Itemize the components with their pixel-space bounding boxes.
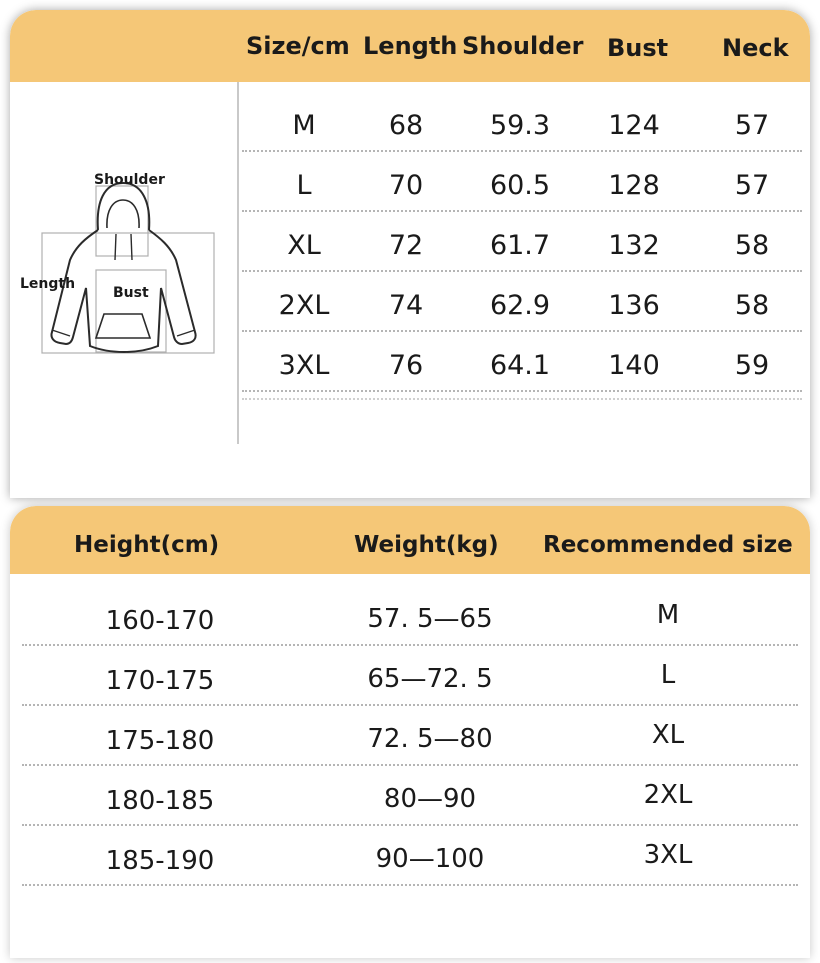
weight-cell: 72. 5—80 <box>367 724 493 754</box>
weight-cell: 57. 5—65 <box>367 604 493 634</box>
height-cell: 160-170 <box>105 606 215 636</box>
neck-cell: 57 <box>734 110 770 141</box>
bust-cell: 128 <box>608 170 660 201</box>
length-cell: 72 <box>388 230 424 261</box>
header-length: Length <box>363 32 458 60</box>
header-neck: Neck <box>722 34 789 62</box>
length-cell: 70 <box>388 170 424 201</box>
header-weight: Weight(kg) <box>354 532 499 558</box>
table-divider <box>237 82 239 444</box>
table-bottom-divider <box>242 398 802 400</box>
length-label: Length <box>20 276 76 292</box>
size-cell: 3XL <box>278 350 330 381</box>
bust-cell: 136 <box>608 290 660 321</box>
hoodie-icon <box>10 82 237 382</box>
shoulder-label: Shoulder <box>94 172 165 188</box>
bust-cell: 132 <box>608 230 660 261</box>
size-cell: M <box>292 110 316 141</box>
bust-label: Bust <box>113 285 149 301</box>
recommended-size-cell: XL <box>651 720 685 750</box>
size-chart-header <box>10 10 810 82</box>
row-divider <box>242 390 802 392</box>
table-row <box>22 766 798 826</box>
shoulder-cell: 62.9 <box>489 290 551 321</box>
table-row <box>22 586 798 646</box>
size-cell: L <box>296 170 312 201</box>
neck-cell: 58 <box>734 230 770 261</box>
neck-cell: 58 <box>734 290 770 321</box>
recommendation-card <box>10 506 810 958</box>
recommended-size-cell: M <box>656 600 680 630</box>
header-recommended-size: Recommended size <box>543 532 793 558</box>
bust-cell: 140 <box>608 350 660 381</box>
length-cell: 76 <box>388 350 424 381</box>
header-bust: Bust <box>607 34 669 62</box>
table-row <box>242 332 802 392</box>
weight-cell: 80—90 <box>383 784 477 814</box>
length-cell: 74 <box>388 290 424 321</box>
header-height: Height(cm) <box>74 532 220 558</box>
neck-cell: 59 <box>734 350 770 381</box>
size-cell: XL <box>287 230 321 261</box>
table-row <box>242 212 802 272</box>
recommended-size-cell: 2XL <box>643 780 693 810</box>
shoulder-cell: 59.3 <box>489 110 551 141</box>
neck-cell: 57 <box>734 170 770 201</box>
shoulder-cell: 60.5 <box>489 170 551 201</box>
length-cell: 68 <box>388 110 424 141</box>
weight-cell: 90—100 <box>375 844 485 874</box>
size-cell: 2XL <box>278 290 330 321</box>
table-row <box>242 272 802 332</box>
table-row <box>22 826 798 886</box>
header-shoulder: Shoulder <box>462 32 584 60</box>
height-cell: 170-175 <box>105 666 215 696</box>
height-cell: 180-185 <box>105 786 215 816</box>
recommended-size-cell: L <box>660 660 676 690</box>
recommendation-header <box>10 506 810 574</box>
header-size: Size/cm <box>246 32 350 60</box>
table-row <box>22 706 798 766</box>
recommended-size-cell: 3XL <box>643 840 693 870</box>
bust-cell: 124 <box>608 110 660 141</box>
shoulder-cell: 61.7 <box>489 230 551 261</box>
height-cell: 185-190 <box>105 846 215 876</box>
table-row <box>242 152 802 212</box>
height-cell: 175-180 <box>105 726 215 756</box>
size-chart-card <box>10 10 810 498</box>
table-row <box>22 646 798 706</box>
table-row <box>242 92 802 152</box>
shoulder-cell: 64.1 <box>489 350 551 381</box>
hoodie-diagram <box>10 82 237 482</box>
weight-cell: 65—72. 5 <box>367 664 493 694</box>
row-divider <box>22 884 798 886</box>
